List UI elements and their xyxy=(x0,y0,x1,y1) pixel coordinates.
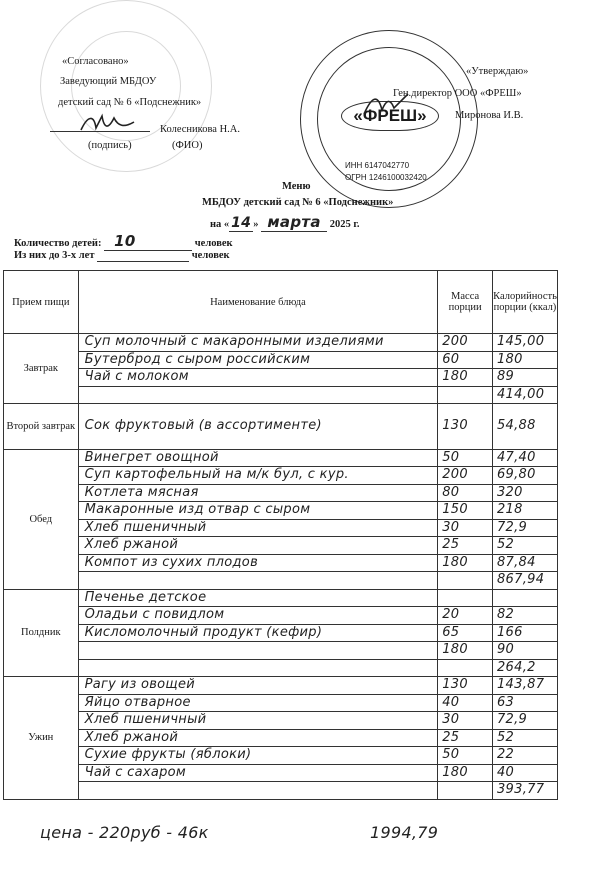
fio-caption: (ФИО) xyxy=(172,140,203,151)
dish-kcal: 180 xyxy=(496,351,523,367)
dish-mass: 180 xyxy=(442,554,468,570)
table-row xyxy=(4,607,558,625)
cell-dish xyxy=(78,404,438,450)
cell-mass xyxy=(438,537,493,555)
header-dish: Наименование блюда xyxy=(78,271,438,334)
dish-kcal: 145,00 xyxy=(496,334,545,349)
table-row xyxy=(4,642,558,660)
table-row xyxy=(4,502,558,520)
cell-mass xyxy=(438,747,493,765)
cell-kcal xyxy=(492,502,557,520)
table-row xyxy=(4,659,558,677)
meal-name: Обед xyxy=(4,449,79,589)
cell-mass xyxy=(438,764,493,782)
dish-name: Яйцо отварное xyxy=(84,694,191,710)
dish-name: Сок фруктовый (в ассортименте) xyxy=(84,418,322,433)
dish-name: Чай с молоком xyxy=(84,369,189,384)
table-row xyxy=(4,334,558,352)
cell-mass xyxy=(438,694,493,712)
dish-mass: 25 xyxy=(442,729,460,745)
cell-kcal xyxy=(492,386,557,404)
table-row xyxy=(4,449,558,467)
dish-name: Чай с сахаром xyxy=(84,764,187,780)
right-signature xyxy=(360,90,420,120)
cell-dish xyxy=(78,484,438,502)
cell-mass xyxy=(438,484,493,502)
cell-mass xyxy=(438,386,493,404)
cell-kcal xyxy=(492,537,557,555)
dish-mass: 180 xyxy=(442,764,468,780)
table-row xyxy=(4,484,558,502)
cell-kcal xyxy=(492,694,557,712)
under3-label: Из них до 3-х лет xyxy=(14,250,95,261)
cell-mass xyxy=(438,607,493,625)
table-row xyxy=(4,747,558,765)
cell-dish xyxy=(78,747,438,765)
cell-mass xyxy=(438,404,493,450)
under3-unit: человек xyxy=(191,250,230,261)
dish-kcal: 87,84 xyxy=(496,554,536,570)
cell-mass xyxy=(438,502,493,520)
cell-mass xyxy=(438,467,493,485)
cell-kcal xyxy=(492,712,557,730)
cell-dish xyxy=(78,607,438,625)
cell-kcal xyxy=(492,589,557,607)
dish-mass: 65 xyxy=(442,624,460,640)
cell-mass xyxy=(438,351,493,369)
dish-kcal: 52 xyxy=(496,729,515,745)
dish-name: Суп картофельный на м/к бул, с кур. xyxy=(84,467,349,482)
dish-name: Печенье детское xyxy=(84,589,207,605)
cell-kcal xyxy=(492,334,557,352)
cell-mass xyxy=(438,554,493,572)
approval-left-title: «Согласовано» xyxy=(62,56,129,67)
table-row xyxy=(4,404,558,450)
dish-mass: 200 xyxy=(442,334,468,349)
cell-mass xyxy=(438,369,493,387)
grand-total: 1994,79 xyxy=(370,823,439,842)
dish-mass: 20 xyxy=(442,607,460,622)
cell-dish xyxy=(78,589,438,607)
cell-mass xyxy=(438,572,493,590)
dish-mass: 50 xyxy=(442,747,460,762)
cell-mass xyxy=(438,677,493,695)
cell-mass xyxy=(438,334,493,352)
dish-mass: 130 xyxy=(442,677,468,692)
dish-kcal: 143,87 xyxy=(496,677,545,692)
children-unit: человек xyxy=(194,238,233,249)
cell-mass xyxy=(438,659,493,677)
dish-mass: 30 xyxy=(442,712,460,727)
cell-kcal xyxy=(492,642,557,660)
meal-name: Ужин xyxy=(4,677,79,800)
cell-dish xyxy=(78,694,438,712)
cell-dish xyxy=(78,572,438,590)
menu-org: МБДОУ детский сад № 6 «Подснежник» xyxy=(202,197,394,208)
table-row xyxy=(4,572,558,590)
dish-name: Хлеб ржаной xyxy=(84,729,179,745)
cell-dish xyxy=(78,369,438,387)
approval-left-org: детский сад № 6 «Подснежник» xyxy=(58,97,202,108)
cell-dish xyxy=(78,712,438,730)
dish-name: Хлеб пшеничный xyxy=(84,712,207,727)
dish-kcal: 52 xyxy=(496,537,515,552)
dish-name: Винегрет овощной xyxy=(84,449,219,465)
cell-kcal xyxy=(492,351,557,369)
dish-name: Хлеб пшеничный xyxy=(84,519,207,535)
table-row xyxy=(4,729,558,747)
cell-kcal xyxy=(492,659,557,677)
cell-dish xyxy=(78,677,438,695)
dish-name: Компот из сухих плодов xyxy=(84,554,259,570)
dish-name: Котлета мясная xyxy=(84,484,199,500)
dish-name: Сухие фрукты (яблоки) xyxy=(84,747,252,762)
cell-dish xyxy=(78,467,438,485)
seal-inn: ИНН 6147042770 xyxy=(345,161,410,170)
table-row xyxy=(4,467,558,485)
cell-dish xyxy=(78,659,438,677)
cell-kcal xyxy=(492,572,557,590)
dish-name: Макаронные изд отвар с сыром xyxy=(84,502,311,517)
table-row xyxy=(4,624,558,642)
cell-dish xyxy=(78,502,438,520)
cell-dish xyxy=(78,519,438,537)
dish-kcal: 414,00 xyxy=(496,386,545,402)
cell-kcal xyxy=(492,449,557,467)
table-row xyxy=(4,519,558,537)
approval-right-name: Миронова И.В. xyxy=(455,110,524,121)
dish-mass: 130 xyxy=(442,418,468,433)
approval-right-title: «Утверждаю» xyxy=(466,66,529,77)
date-month: марта xyxy=(261,213,327,232)
dish-kcal: 320 xyxy=(496,484,523,500)
cell-kcal xyxy=(492,624,557,642)
dish-mass: 180 xyxy=(442,642,468,657)
dish-mass: 30 xyxy=(442,519,460,535)
dish-kcal: 218 xyxy=(496,502,523,517)
header-kcal: Калорийность порции (ккал) xyxy=(492,271,557,334)
cell-dish xyxy=(78,386,438,404)
dish-name: Бутерброд с сыром российским xyxy=(84,351,311,367)
date-prefix: на « xyxy=(210,219,230,230)
table-row xyxy=(4,764,558,782)
approval-left-position: Заведующий МБДОУ xyxy=(60,76,157,87)
dish-kcal: 166 xyxy=(496,624,523,640)
cell-kcal xyxy=(492,764,557,782)
cell-kcal xyxy=(492,607,557,625)
meal-name: Полдник xyxy=(4,589,79,677)
seal-company-name: «ФРЕШ» xyxy=(341,101,439,131)
dish-kcal: 72,9 xyxy=(496,519,528,535)
cell-kcal xyxy=(492,369,557,387)
menu-table xyxy=(3,270,558,800)
date-mid: » xyxy=(253,219,259,230)
cell-dish xyxy=(78,782,438,800)
dish-kcal: 47,40 xyxy=(496,449,536,465)
cell-kcal xyxy=(492,747,557,765)
table-row xyxy=(4,537,558,555)
cell-dish xyxy=(78,351,438,369)
dish-mass: 180 xyxy=(442,369,468,384)
dish-kcal: 63 xyxy=(496,694,515,710)
cell-dish xyxy=(78,764,438,782)
dish-mass: 50 xyxy=(442,449,460,465)
cell-kcal xyxy=(492,729,557,747)
cell-dish xyxy=(78,729,438,747)
cell-kcal xyxy=(492,554,557,572)
dish-kcal: 69,80 xyxy=(496,467,536,482)
cell-mass xyxy=(438,519,493,537)
menu-date xyxy=(210,213,360,232)
cell-mass xyxy=(438,589,493,607)
table-row xyxy=(4,369,558,387)
children-label: Количество детей: xyxy=(14,238,102,249)
dish-kcal: 90 xyxy=(496,642,515,657)
meal-name: Второй завтрак xyxy=(4,404,79,450)
header-meal: Прием пищи xyxy=(4,271,79,334)
under3-count xyxy=(14,250,230,262)
table-row xyxy=(4,554,558,572)
table-row xyxy=(4,589,558,607)
cell-kcal xyxy=(492,484,557,502)
date-day: 14 xyxy=(231,215,252,231)
table-row xyxy=(4,712,558,730)
cell-kcal xyxy=(492,782,557,800)
dish-name: Кисломолочный продукт (кефир) xyxy=(84,624,323,640)
cell-kcal xyxy=(492,467,557,485)
date-year: 2025 г. xyxy=(329,219,360,230)
price-note: цена - 220руб - 46к xyxy=(40,823,209,842)
meal-name: Завтрак xyxy=(4,334,79,404)
approval-right-position: Ген.директор ООО «ФРЕШ» xyxy=(393,88,522,99)
dish-mass: 80 xyxy=(442,484,460,500)
cell-dish xyxy=(78,449,438,467)
table-row xyxy=(4,782,558,800)
dish-kcal: 72,9 xyxy=(496,712,528,727)
dish-kcal: 393,77 xyxy=(496,782,545,797)
dish-kcal: 82 xyxy=(496,607,515,622)
cell-dish xyxy=(78,537,438,555)
dish-mass: 150 xyxy=(442,502,468,517)
cell-mass xyxy=(438,782,493,800)
dish-name: Оладьи с повидлом xyxy=(84,607,225,622)
cell-dish xyxy=(78,624,438,642)
dish-name: Рагу из овощей xyxy=(84,677,196,692)
dish-name: Суп молочный с макаронными изделиями xyxy=(84,334,384,349)
cell-kcal xyxy=(492,404,557,450)
header-mass: Масса порции xyxy=(438,271,493,334)
cell-dish xyxy=(78,554,438,572)
table-row xyxy=(4,694,558,712)
dish-mass: 200 xyxy=(442,467,468,482)
cell-mass xyxy=(438,624,493,642)
dish-name: Хлеб ржаной xyxy=(84,537,179,552)
dish-kcal: 22 xyxy=(496,747,515,762)
seal-ogrn: ОГРН 1246100032420 xyxy=(345,173,427,182)
dish-kcal: 867,94 xyxy=(496,572,545,587)
cell-dish xyxy=(78,334,438,352)
cell-mass xyxy=(438,449,493,467)
left-signature xyxy=(78,110,138,136)
dish-mass: 60 xyxy=(442,351,460,367)
cell-mass xyxy=(438,729,493,747)
dish-mass: 25 xyxy=(442,537,460,552)
cell-kcal xyxy=(492,677,557,695)
table-row xyxy=(4,677,558,695)
dish-kcal: 40 xyxy=(496,764,515,780)
approval-left-name: Колесникова Н.А. xyxy=(160,124,240,135)
cell-mass xyxy=(438,712,493,730)
cell-kcal xyxy=(492,519,557,537)
dish-kcal: 89 xyxy=(496,369,515,384)
table-row xyxy=(4,386,558,404)
menu-title: Меню xyxy=(282,181,311,192)
dish-kcal: 54,88 xyxy=(496,418,536,433)
children-value: 10 xyxy=(104,232,192,251)
children-count xyxy=(14,232,233,251)
cell-mass xyxy=(438,642,493,660)
dish-mass: 40 xyxy=(442,694,460,710)
table-row xyxy=(4,351,558,369)
cell-dish xyxy=(78,642,438,660)
dish-kcal: 264,2 xyxy=(496,659,536,675)
sign-caption: (подпись) xyxy=(88,140,132,151)
